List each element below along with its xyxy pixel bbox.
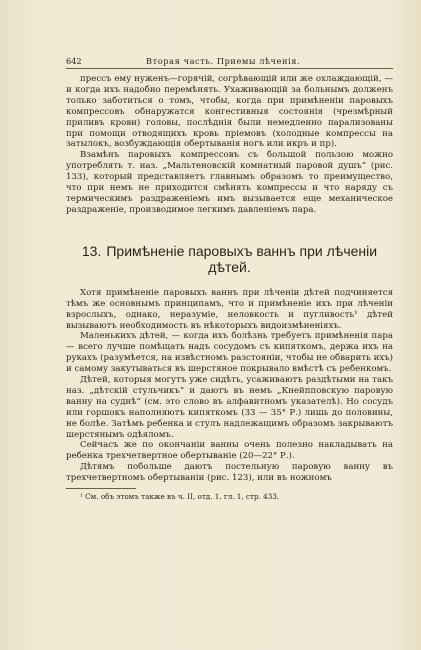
paragraph: Дѣтей, которыя могутъ уже сидѣть, усаживаютъ раздѣтыми на такъ наз. „дѣтскій стульчикъ“ и даютъ въ немъ „Кнейпповскую паровую ванну на суднѣ“ (см. это слово въ алфавитномъ указателѣ). Но сосудъ или горшокъ наполняютъ кипяткомъ (33 — 35° Р.) лишь до половины, не болѣе. Затѣмъ ребенка и стулъ надлежащимъ образомъ закрываютъ шерстянымъ одѣяломъ. (66, 375, 393, 440)
section-title: Примѣненіе паровыхъ ваннъ при лѣченіи дѣтей. (106, 242, 378, 275)
paragraph: Взамѣнъ паровыхъ компрессовъ съ большой пользою можно употреблять т. наз. „Мальтеновскій комнатный паровой душъ“ (рис. 133), который представляетъ главнымъ образомъ то преимущество, что при немъ не приходится смѣнять компрессы и что наряду съ термическимъ раздраженіемъ имъ вызывается еще механическое раздраженіе, производимое легкимъ давленіемъ пара. (66, 150, 393, 215)
paragraph: Хотя примѣненіе паровыхъ ваннъ при лѣченіи дѣтей подчиняется тѣмъ же основнымъ принципамъ, что и примѣненіе ихъ при лѣченіи взрослыхъ, однако, неразуміе, неловкость и пугливость¹ дѣтей вызываютъ необходимость въ нѣкоторыхъ видоизмѣненіяхъ. (66, 287, 393, 331)
running-title: Вторая часть. Приемы лѣченія. (146, 56, 301, 66)
paragraph: Дѣтямъ побольше даютъ постельную паровую ванну въ трехчетвертномъ обертываніи (рис. 123), или въ ножномъ (66, 462, 393, 484)
section-heading (66, 243, 393, 275)
page-number: 642 (66, 56, 82, 66)
paragraph: прессъ ему нуженъ—горячій, согрѣвающій или же охлаждающій, — и когда ихъ надобно перемѣнять. Ухаживающій за больнымъ долженъ только заботиться о томъ, чтобы, когда при примѣненіи паровыхъ компрессовъ обнаружатся конгестивныя состоянія (чрезмѣрный приливъ крови) головы, послѣднія были немедленно парализованы при помощи отводящихъ кровь пріемовъ (холодные компрессы на затылокъ, возбуждающія обертыванія ногъ или икръ и пр). (66, 74, 393, 150)
header-rule (66, 68, 393, 69)
section-number: 13. (81, 242, 102, 259)
paragraph: Сейчасъ же по окончаніи ванны очень полезно накладывать на ребенка трехчетвертное обертываніе (20—22° Р.). (66, 440, 393, 462)
paragraph: Маленькихъ дѣтей, — когда ихъ болѣзнь требуетъ примѣненія пара — всего лучше помѣщать надъ сосудомъ съ кипяткомъ, держа ихъ на рукахъ (разумѣется, на извѣстномъ разстояніи, чтобы не обварить ихъ) и самому закутываться въ шерстяное покрывало вмѣстѣ съ ребенкомъ. (66, 331, 393, 375)
footnote-rule (66, 488, 136, 489)
footnote: ¹ См. объ этомъ также въ ч. II, отд. 1, гл. 1, стр. 433. (80, 492, 280, 502)
page-body (66, 74, 393, 501)
